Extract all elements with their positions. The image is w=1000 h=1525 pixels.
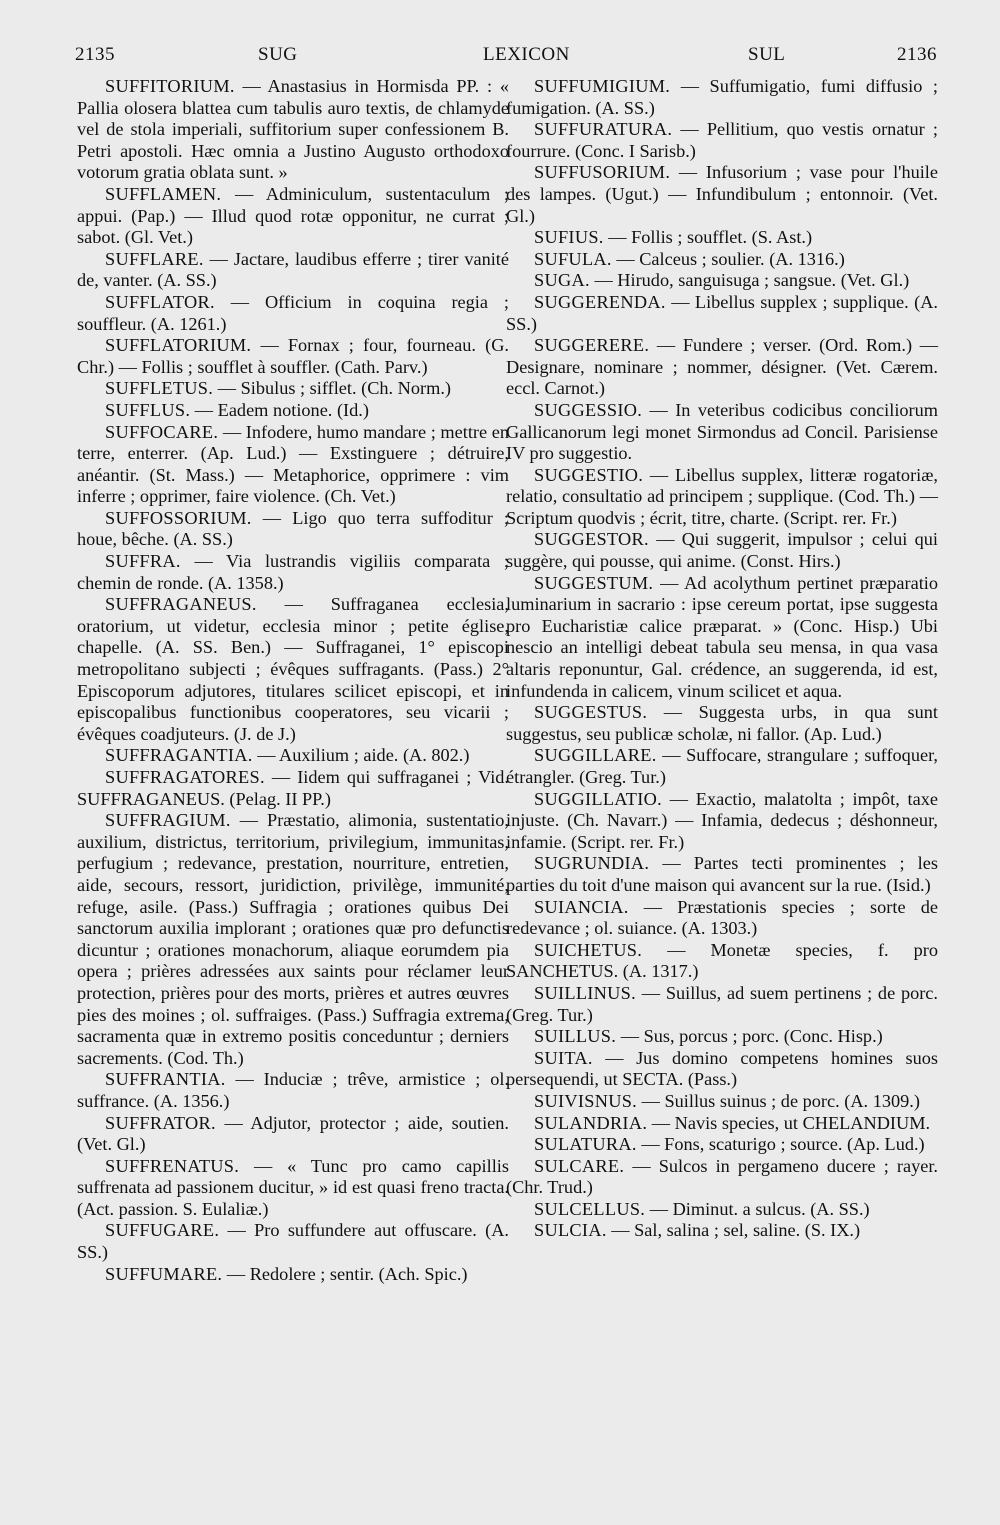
entry-definition: — Jactare, laudibus efferre ; tirer vanité de, vanter. (A. SS.): [77, 248, 509, 291]
dictionary-entry: [506, 400, 938, 465]
entry-definition: — Pro suffundere aut offuscare. (A. SS.): [77, 1220, 509, 1263]
dictionary-entry: [506, 1199, 938, 1221]
dictionary-entry: [77, 335, 509, 378]
dictionary-entry: [77, 1069, 509, 1112]
entry-headword: SUGRUNDIA.: [534, 853, 650, 874]
page-header: [75, 44, 937, 74]
dictionary-entry: [506, 897, 938, 940]
dictionary-entry: [77, 1156, 509, 1221]
dictionary-entry: [77, 810, 509, 1069]
entry-headword: SUFFLATOR.: [105, 291, 215, 312]
entry-headword: SUGGILLARE.: [534, 745, 657, 766]
dictionary-entry: [506, 1134, 938, 1156]
entry-headword: SUGGESTUS.: [534, 702, 648, 723]
entry-definition: — Suillus, ad suem pertinens ; de porc. (Greg. Tur.): [506, 982, 938, 1025]
entry-headword: SUFFUMARE.: [105, 1263, 223, 1284]
entry-definition: — Libellus supplex ; supplique. (A. SS.): [506, 291, 938, 334]
entry-headword: SUFFRAGANTIA.: [105, 745, 253, 766]
entry-definition: — Suffocare, strangulare ; suffoquer, étrangler. (Greg. Tur.): [506, 745, 938, 787]
dictionary-entry: [506, 1220, 938, 1242]
dictionary-entry: [506, 119, 938, 162]
entry-definition: — Officium in coquina regia ; souffleur. (A. 1261.): [77, 291, 509, 334]
entry-headword: SUGGERERE.: [534, 335, 650, 356]
entry-definition: — Fornax ; four, fourneau. (G. Chr.) — Follis ; soufflet à souffler. (Cath. Parv.): [77, 335, 509, 377]
dictionary-entry: [506, 702, 938, 745]
entry-definition: — Ligo quo terra suffoditur ; houe, bêche. (A. SS.): [77, 507, 509, 550]
entry-headword: SUFFOCARE.: [105, 421, 219, 442]
entry-headword: SUFIUS.: [534, 227, 604, 248]
guide-word-left: SUG: [258, 44, 298, 65]
entry-definition: — Jus domino competens homines suos persequendi, ut SECTA. (Pass.): [506, 1047, 939, 1090]
entry-headword: SUGGESTIO.: [534, 464, 644, 485]
left-column: [77, 76, 509, 1285]
dictionary-entry: [506, 789, 938, 854]
entry-headword: SUITA.: [534, 1047, 593, 1068]
dictionary-entry: [506, 249, 938, 271]
dictionary-entry: [77, 400, 509, 422]
entry-definition: — Partes tecti prominentes ; les parties du toit d'une maison qui avancent sur la rue. (Isid.): [506, 853, 938, 895]
dictionary-entry: [77, 745, 509, 767]
dictionary-entry: [77, 594, 509, 745]
entry-headword: SUICHETUS.: [534, 939, 643, 960]
entry-headword: SUFFRANTIA.: [105, 1069, 226, 1090]
dictionary-entry: [77, 249, 509, 292]
entry-headword: SUGA.: [534, 270, 590, 291]
entry-headword: SUGGESSIO.: [534, 399, 643, 420]
entry-definition: — Suffraganea ecclesia, oratorium, ut videtur, ecclesia minor ; petite église, chapelle. (A. SS. Ben.) — Suffraganei, 1° episcopi metropolitano subjecti ; évêques suffragants. (Pass.) 2° Episcoporum adjutores, titulares scilicet episcopi, et in episcopalibus functionibus cooperatores, seu vicarii ; évêques coadjuteurs. (J. de J.): [77, 594, 509, 744]
page-number-left: 2135: [75, 44, 115, 65]
entry-headword: SUFFOSSORIUM.: [105, 507, 252, 528]
dictionary-entry: [506, 573, 938, 703]
entry-headword: SULATURA.: [534, 1134, 637, 1155]
entry-headword: SUFFRAGATORES.: [105, 767, 265, 787]
entry-headword: SUFFUMIGIUM.: [534, 76, 671, 96]
entry-headword: SUFFRENATUS.: [105, 1155, 240, 1176]
dictionary-entry: [77, 508, 509, 551]
dictionary-entry: [506, 1091, 938, 1113]
entry-headword: SUILLUS.: [534, 1026, 617, 1047]
entry-definition: — Sal, salina ; sel, saline. (S. IX.): [611, 1220, 861, 1241]
dictionary-entry: [77, 1220, 509, 1263]
entry-definition: — Iidem qui suffraganei ; Vid. SUFFRAGANEUS. (Pelag. II PP.): [77, 767, 509, 809]
dictionary-entry: [77, 184, 509, 249]
entry-definition: — Adjutor, protector ; aide, soutien. (Vet. Gl.): [77, 1112, 510, 1155]
dictionary-entry: [77, 378, 509, 400]
running-title: LEXICON: [483, 44, 570, 65]
entry-headword: SUILLINUS.: [534, 982, 637, 1003]
entry-definition: — Eadem notione. (Id.): [194, 399, 369, 420]
entry-definition: — Induciæ ; trêve, armistice ; ol. suffrance. (A. 1356.): [77, 1069, 509, 1111]
dictionary-entry: [506, 1026, 938, 1048]
dictionary-entry: [506, 745, 938, 788]
dictionary-entry: [77, 1264, 509, 1286]
entry-definition: — In veteribus codicibus conciliorum Gallicanorum legi monet Sirmondus ad Concil. Parisiense IV pro suggestio.: [506, 399, 938, 464]
entry-headword: SULCARE.: [534, 1155, 625, 1176]
dictionary-entry: [506, 1048, 938, 1091]
entry-headword: SUFFUSORIUM.: [534, 162, 671, 183]
entry-headword: SUFFRATOR.: [105, 1112, 216, 1133]
entry-headword: SUFFUGARE.: [105, 1220, 220, 1241]
dictionary-entry: [506, 270, 938, 292]
entry-definition: — Sibulus ; sifflet. (Ch. Norm.): [217, 378, 451, 399]
entry-definition: — Ad acolythum pertinet præparatio luminarium in sacrario : ipse cereum portat, ipse suggesta pro Eucharistiæ calice præparat. » (Conc. Hisp.) Ubi nescio an intelligi debeat tabula seu mensa, in qua vasa altaris reponuntur, Gal. crédence, an suggerenda, id est, infundenda in calicem, vinum scilicet et aqua.: [506, 572, 938, 701]
entry-definition: — Diminut. a sulcus. (A. SS.): [649, 1198, 870, 1219]
entry-headword: SULCIA.: [534, 1220, 607, 1241]
entry-definition: — Exactio, malatolta ; impôt, taxe injuste. (Ch. Navarr.) — Infamia, dedecus ; déshonneur, infamie. (Script. rer. Fr.): [506, 788, 938, 852]
dictionary-entry: [77, 767, 509, 810]
guide-word-right: SUL: [748, 44, 786, 65]
dictionary-entry: [506, 940, 938, 983]
dictionary-entry: [506, 983, 938, 1026]
entry-headword: SUFFURATURA.: [534, 119, 673, 140]
entry-definition: — Præstatio, alimonia, sustentatio, auxilium, districtus, territorium, privilegium, immunitas, perfugium ; redevance, prestation, nourriture, entretien, aide, secours, ressort, juridiction, privilège, immunité, refuge, asile. (Pass.) Suffragia ; orationes quibus Dei sanctorum auxilia implorant ; orationes quæ pro defunctis dicuntur ; orationes monachorum, aliaque eorumdem pia opera ; prières adressées aux saints pour réclamer leur protection, prières pour des morts, prières et autres œuvres pies des moines ; ol. suffraiges. (Pass.) Suffragia extrema, sacramenta quæ in extremo positis conceduntur ; derniers sacrements. (Cod. Th.): [77, 810, 509, 1068]
dictionary-entry: [506, 1156, 938, 1199]
entry-headword: SULCELLUS.: [534, 1198, 646, 1219]
dictionary-entry: [77, 422, 509, 508]
dictionary-entry: [506, 292, 938, 335]
entry-headword: SUGGERENDA.: [534, 291, 666, 312]
entry-definition: — Fons, scaturigo ; source. (Ap. Lud.): [641, 1134, 925, 1155]
entry-definition: — Sulcos in pergameno ducere ; rayer. (Chr. Trud.): [506, 1155, 938, 1198]
dictionary-entry: [506, 76, 938, 119]
dictionary-entry: [506, 227, 938, 249]
dictionary-entry: [506, 1113, 938, 1135]
entry-headword: SUIVISNUS.: [534, 1090, 638, 1111]
entry-definition: — Suggesta urbs, in qua sunt suggestus, seu publicæ scholæ, ni fallor. (Ap. Lud.): [506, 702, 938, 744]
entry-headword: SUFFITORIUM.: [105, 76, 235, 96]
entry-headword: SUGGESTOR.: [534, 529, 649, 550]
entry-headword: SUFFRAGIUM.: [105, 810, 231, 831]
entry-definition: — Calceus ; soulier. (A. 1316.): [616, 248, 845, 269]
dictionary-entry: [77, 292, 509, 335]
dictionary-entry: [506, 465, 938, 530]
entry-definition: — « Tunc pro camo capillis suffrenata ad passionem ducitur, » id est quasi freno tracta. (Act. passion. S. Eulaliæ.): [77, 1155, 509, 1219]
entry-headword: SUGGESTUM.: [534, 572, 654, 593]
dictionary-entry: [77, 551, 509, 594]
dictionary-entry: [506, 162, 938, 227]
entry-definition: — Præstationis species ; sorte de redevance ; ol. suiance. (A. 1303.): [506, 896, 938, 939]
entry-definition: — Infusorium ; vase pour l'huile des lampes. (Ugut.) — Infundibulum ; entonnoir. (Vet. Gl.): [506, 162, 938, 226]
entry-headword: SUGGILLATIO.: [534, 788, 662, 809]
entry-definition: — Follis ; soufflet. (S. Ast.): [608, 227, 813, 248]
dictionary-entry: [506, 335, 938, 400]
entry-definition: — Anastasius in Hormisda PP. : « Pallia olosera blattea cum tabulis auro textis, de chlamyde vel de stola imperiali, suffitorium super confessionem B. Petri apostoli. Hæc omnia a Justino Augusto orthodoxo votorum gratia oblata sunt. »: [77, 76, 509, 183]
right-column: [506, 76, 938, 1242]
entry-definition: — Fundere ; verser. (Ord. Rom.) — Designare, nominare ; nommer, désigner. (Vet. Cærem. eccl. Carnot.): [506, 335, 938, 399]
entry-definition: — Sus, porcus ; porc. (Conc. Hisp.): [620, 1026, 883, 1047]
entry-headword: SUFFLATORIUM.: [105, 335, 252, 356]
entry-headword: SUFFRAGANEUS.: [105, 594, 257, 615]
entry-definition: — Qui suggerit, impulsor ; celui qui suggère, qui pousse, qui anime. (Const. Hirs.): [506, 529, 938, 572]
entry-headword: SULANDRIA.: [534, 1112, 648, 1133]
entry-headword: SUIANCIA.: [534, 896, 629, 917]
entry-headword: SUFFRA.: [105, 551, 181, 572]
entry-headword: SUFFLETUS.: [105, 378, 214, 399]
entry-definition: — Pellitium, quo vestis ornatur ; fourrure. (Conc. I Sarisb.): [506, 119, 938, 161]
entry-definition: — Auxilium ; aide. (A. 802.): [257, 745, 470, 766]
entry-definition: — Suffumigatio, fumi diffusio ; fumigation. (A. SS.): [506, 76, 938, 118]
entry-definition: — Navis species, ut CHELANDIUM.: [651, 1112, 931, 1133]
entry-headword: SUFULA.: [534, 248, 612, 269]
entry-definition: — Infodere, humo mandare ; mettre en terre, enterrer. (Ap. Lud.) — Exstinguere ; détruire, anéantir. (St. Mass.) — Metaphorice, opprimere : vim inferre ; opprimer, faire violence. (Ch. Vet.): [77, 421, 509, 507]
entry-definition: — Redolere ; sentir. (Ach. Spic.): [226, 1263, 468, 1284]
dictionary-entry: [77, 1113, 509, 1156]
entry-definition: — Suillus suinus ; de porc. (A. 1309.): [641, 1090, 920, 1111]
dictionary-entry: [77, 76, 509, 184]
entry-headword: SUFFLAMEN.: [105, 183, 222, 204]
entry-definition: — Monetæ species, f. pro SANCHETUS. (A. 1317.): [506, 939, 939, 982]
dictionary-entry: [506, 853, 938, 896]
dictionary-entry: [506, 529, 938, 572]
entry-headword: SUFFLUS.: [105, 399, 191, 420]
entry-definition: — Hirudo, sanguisuga ; sangsue. (Vet. Gl.): [594, 270, 910, 291]
entry-definition: — Adminiculum, sustentaculum ; appui. (Pap.) — Illud quod rotæ opponitur, ne currat ; sabot. (Gl. Vet.): [77, 183, 510, 248]
entry-definition: — Libellus supplex, litteræ rogatoriæ, relatio, consultatio ad principem ; supplique. (Cod. Th.) — Scriptum quodvis ; écrit, titre, charte. (Script. rer. Fr.): [506, 464, 938, 528]
entry-headword: SUFFLARE.: [105, 248, 204, 269]
entry-definition: — Via lustrandis vigiliis comparata ; chemin de ronde. (A. 1358.): [77, 551, 509, 593]
page-number-right: 2136: [897, 44, 937, 65]
